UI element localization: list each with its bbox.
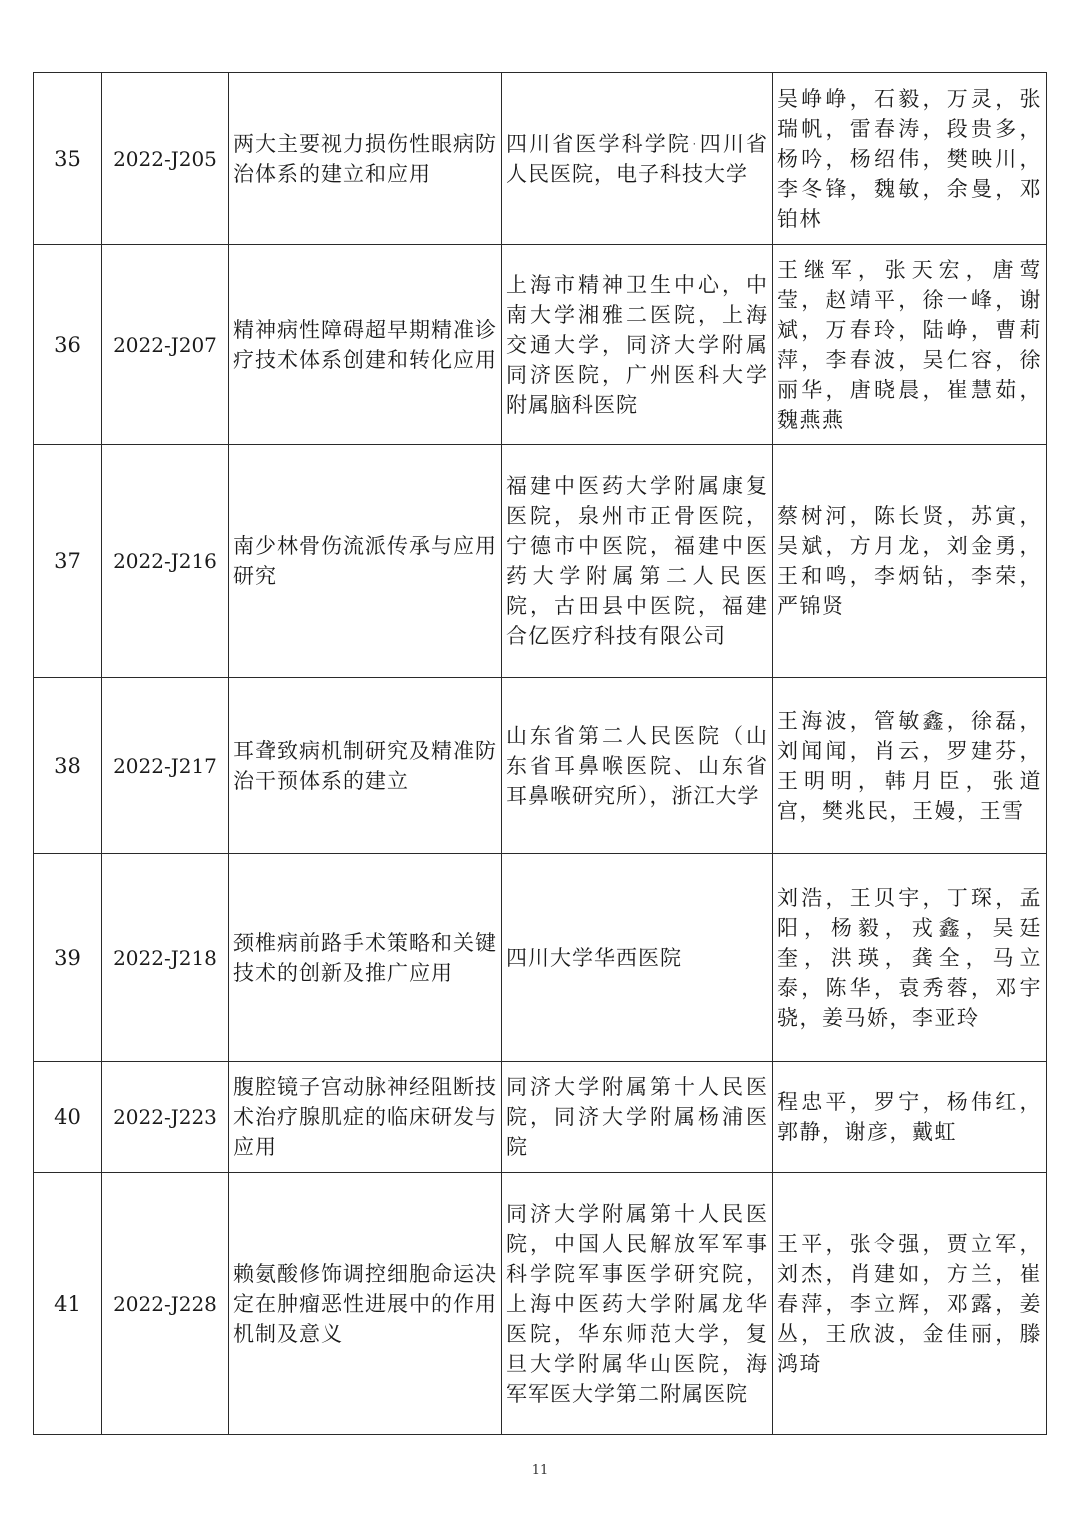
completing-people: 刘浩，王贝宇，丁琛，孟阳，杨毅，戎鑫，吴廷奎，洪瑛，龚全，马立泰，陈华，袁秀蓉，邓宇骁，姜马娇，李亚玲	[773, 854, 1047, 1062]
row-number: 41	[34, 1173, 102, 1435]
completing-units: 四川大学华西医院	[502, 854, 773, 1062]
table-row	[34, 245, 1047, 445]
project-title: 两大主要视力损伤性眼病防治体系的建立和应用	[229, 73, 502, 245]
project-title: 赖氨酸修饰调控细胞命运决定在肿瘤恶性进展中的作用机制及意义	[229, 1173, 502, 1435]
row-number: 36	[34, 245, 102, 445]
completing-people: 王海波，管敏鑫，徐磊，刘闻闻，肖云，罗建芬，王明明，韩月臣，张道宫，樊兆民，王嫚，王雪	[773, 678, 1047, 854]
project-title: 精神病性障碍超早期精准诊疗技术体系创建和转化应用	[229, 245, 502, 445]
page-number: 11	[531, 1463, 549, 1478]
project-id: 2022-J205	[102, 73, 229, 245]
completing-people: 蔡树河，陈长贤，苏寅，吴斌，方月龙，刘金勇，王和鸣，李炳钻，李荣，严锦贤	[773, 445, 1047, 678]
completing-units: 四川省医学科学院·四川省人民医院，电子科技大学	[502, 73, 773, 245]
row-number: 38	[34, 678, 102, 854]
completing-people: 王平，张令强，贾立军，刘杰，肖建如，方兰，崔春萍，李立辉，邓露，姜丛，王欣波，金佳丽，滕鸿琦	[773, 1173, 1047, 1435]
completing-units: 山东省第二人民医院（山东省耳鼻喉医院、山东省耳鼻喉研究所），浙江大学	[502, 678, 773, 854]
row-number: 40	[34, 1062, 102, 1173]
table-row	[34, 73, 1047, 245]
completing-units: 上海市精神卫生中心，中南大学湘雅二医院，上海交通大学，同济大学附属同济医院，广州医科大学附属脑科医院	[502, 245, 773, 445]
completing-people: 程忠平，罗宁，杨伟红，郭静，谢彦，戴虹	[773, 1062, 1047, 1173]
table-row	[34, 854, 1047, 1062]
project-title: 耳聋致病机制研究及精准防治干预体系的建立	[229, 678, 502, 854]
completing-units: 同济大学附属第十人民医院，同济大学附属杨浦医院	[502, 1062, 773, 1173]
row-number: 39	[34, 854, 102, 1062]
row-number: 35	[34, 73, 102, 245]
table-row	[34, 445, 1047, 678]
project-id: 2022-J217	[102, 678, 229, 854]
project-id: 2022-J207	[102, 245, 229, 445]
awards-table	[33, 72, 1047, 1435]
table-row	[34, 1173, 1047, 1435]
project-title: 南少林骨伤流派传承与应用研究	[229, 445, 502, 678]
project-id: 2022-J228	[102, 1173, 229, 1435]
completing-people: 王继军，张天宏，唐莺莹，赵靖平，徐一峰，谢斌，万春玲，陆峥，曹莉萍，李春波，吴仁容，徐丽华，唐晓晨，崔慧茹，魏燕燕	[773, 245, 1047, 445]
row-number: 37	[34, 445, 102, 678]
project-id: 2022-J216	[102, 445, 229, 678]
completing-units: 同济大学附属第十人民医院，中国人民解放军军事科学院军事医学研究院，上海中医药大学附属龙华医院，华东师范大学，复旦大学附属华山医院，海军军医大学第二附属医院	[502, 1173, 773, 1435]
table-row	[34, 1062, 1047, 1173]
project-title: 颈椎病前路手术策略和关键技术的创新及推广应用	[229, 854, 502, 1062]
completing-people: 吴峥峥，石毅，万灵，张瑞帆，雷春涛，段贵多，杨吟，杨绍伟，樊映川，李冬锋，魏敏，余曼，邓铂林	[773, 73, 1047, 245]
project-title: 腹腔镜子宫动脉神经阻断技术治疗腺肌症的临床研发与应用	[229, 1062, 502, 1173]
table-row	[34, 678, 1047, 854]
project-id: 2022-J223	[102, 1062, 229, 1173]
completing-units: 福建中医药大学附属康复医院，泉州市正骨医院，宁德市中医院，福建中医药大学附属第二人民医院，古田县中医院，福建合亿医疗科技有限公司	[502, 445, 773, 678]
project-id: 2022-J218	[102, 854, 229, 1062]
